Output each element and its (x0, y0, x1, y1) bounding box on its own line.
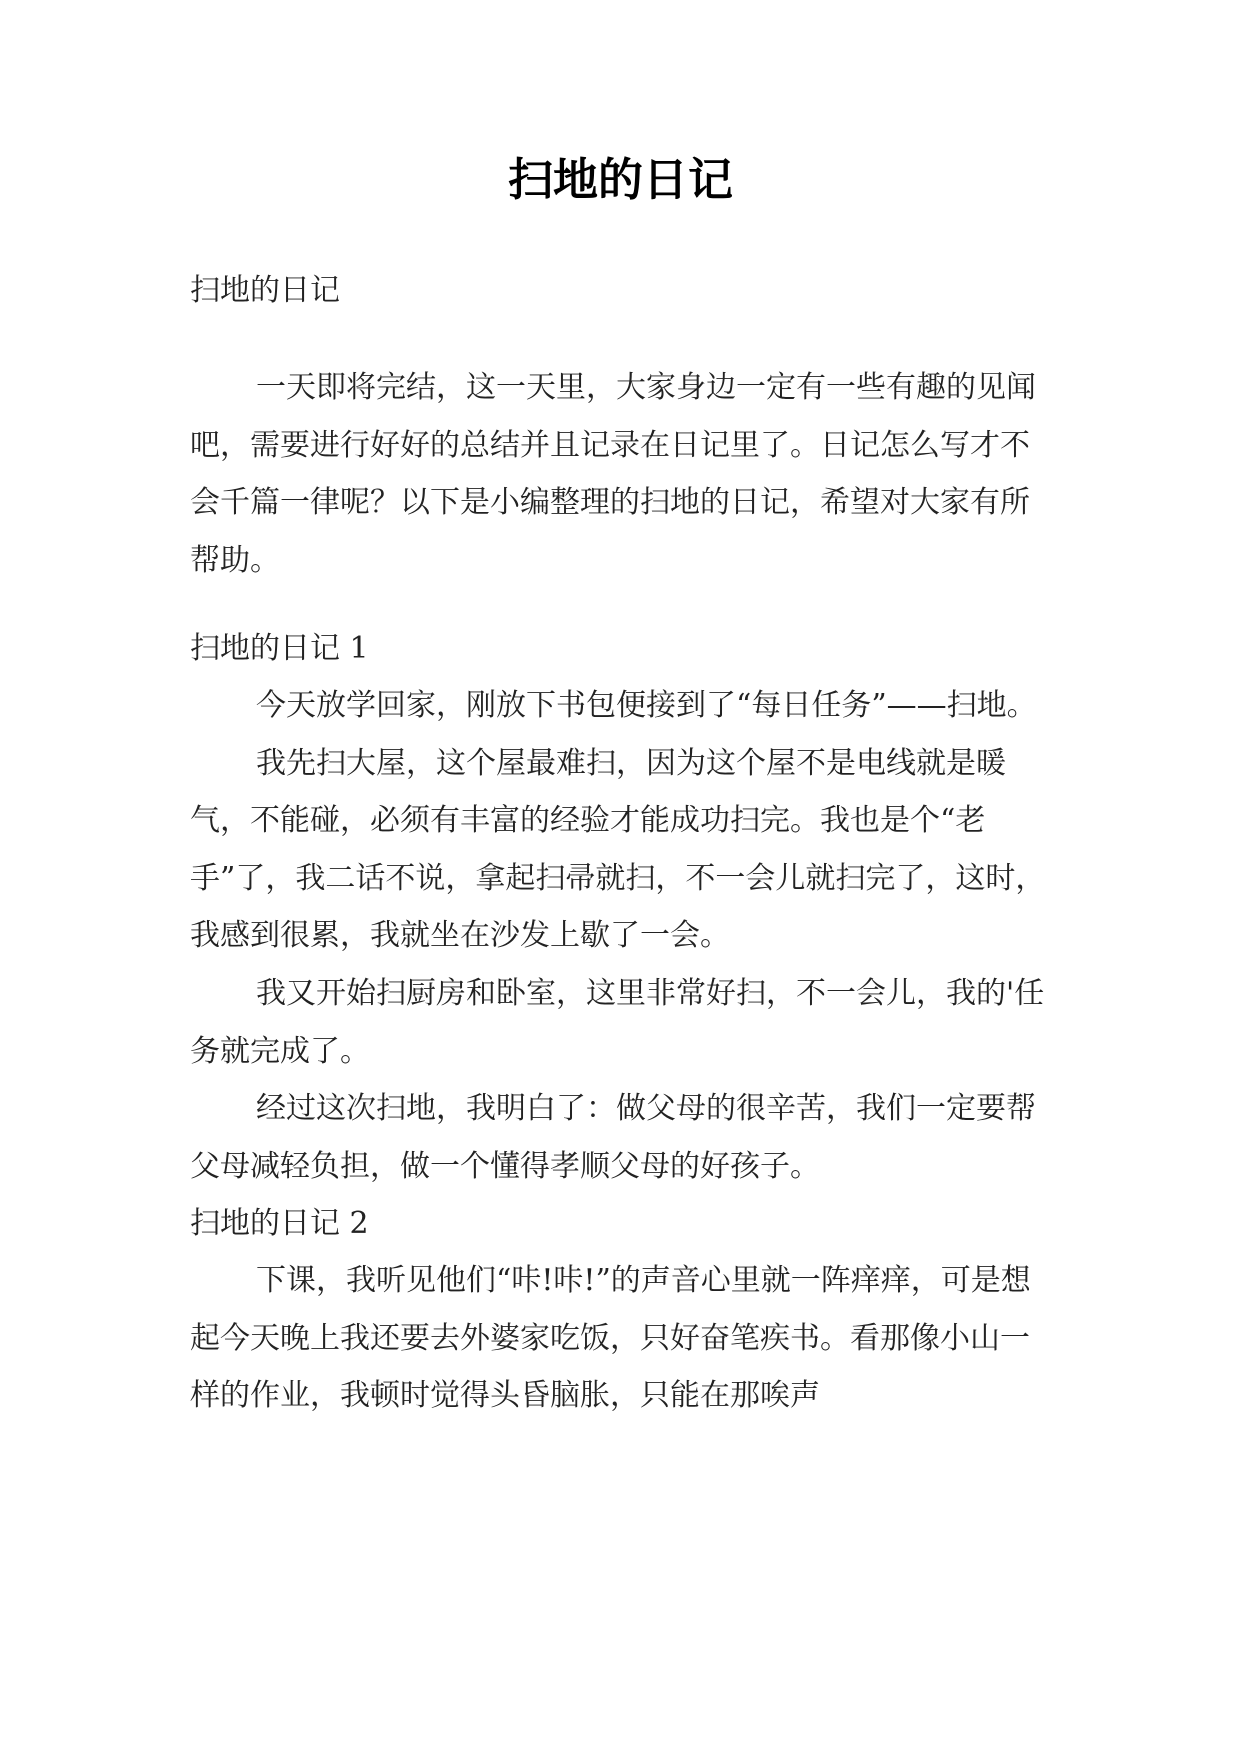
intro-paragraph: 一天即将完结，这一天里，大家身边一定有一些有趣的见闻吧，需要进行好好的总结并且记录在日记里了。日记怎么写才不会千篇一律呢？以下是小编整理的扫地的日记，希望对大家有所帮助。 (190, 370, 1036, 578)
section-2-paragraph: 下课，我听见他们“咔!咔!”的声音心里就一阵痒痒，可是想起今天晚上我还要去外婆家吃饭，只好奋笔疾书。看那像小山一样的作业，我顿时觉得头昏脑胀，只能在那唉声 (190, 1263, 1031, 1414)
document-title: 扫地的日记 (507, 153, 733, 206)
section-1-paragraph: 我又开始扫厨房和卧室，这里非常好扫，不一会儿，我的'任务就完成了。 (190, 975, 1045, 1069)
section-1-paragraph: 我先扫大屋，这个屋最难扫，因为这个屋不是电线就是暖气，不能碰，必须有丰富的经验才能成功扫完。我也是个“老手”了，我二话不说，拿起扫帚就扫，不一会儿就扫完了，这时，我感到很累，我就坐在沙发上歇了一会。 (190, 745, 1046, 954)
section-heading-1: 扫地的日记 1 (190, 631, 369, 666)
section-heading-2: 扫地的日记 2 (190, 1206, 369, 1241)
section-2-body (190, 1252, 1052, 1425)
section-1-body (190, 677, 1052, 1195)
section-1-paragraph: 今天放学回家，刚放下书包便接到了“每日任务”——扫地。 (256, 688, 1037, 723)
section-1-paragraph: 经过这次扫地，我明白了：做父母的很辛苦，我们一定要帮父母减轻负担，做一个懂得孝顺父母的好孩子。 (190, 1091, 1036, 1184)
document-subtitle: 扫地的日记 (190, 273, 340, 308)
